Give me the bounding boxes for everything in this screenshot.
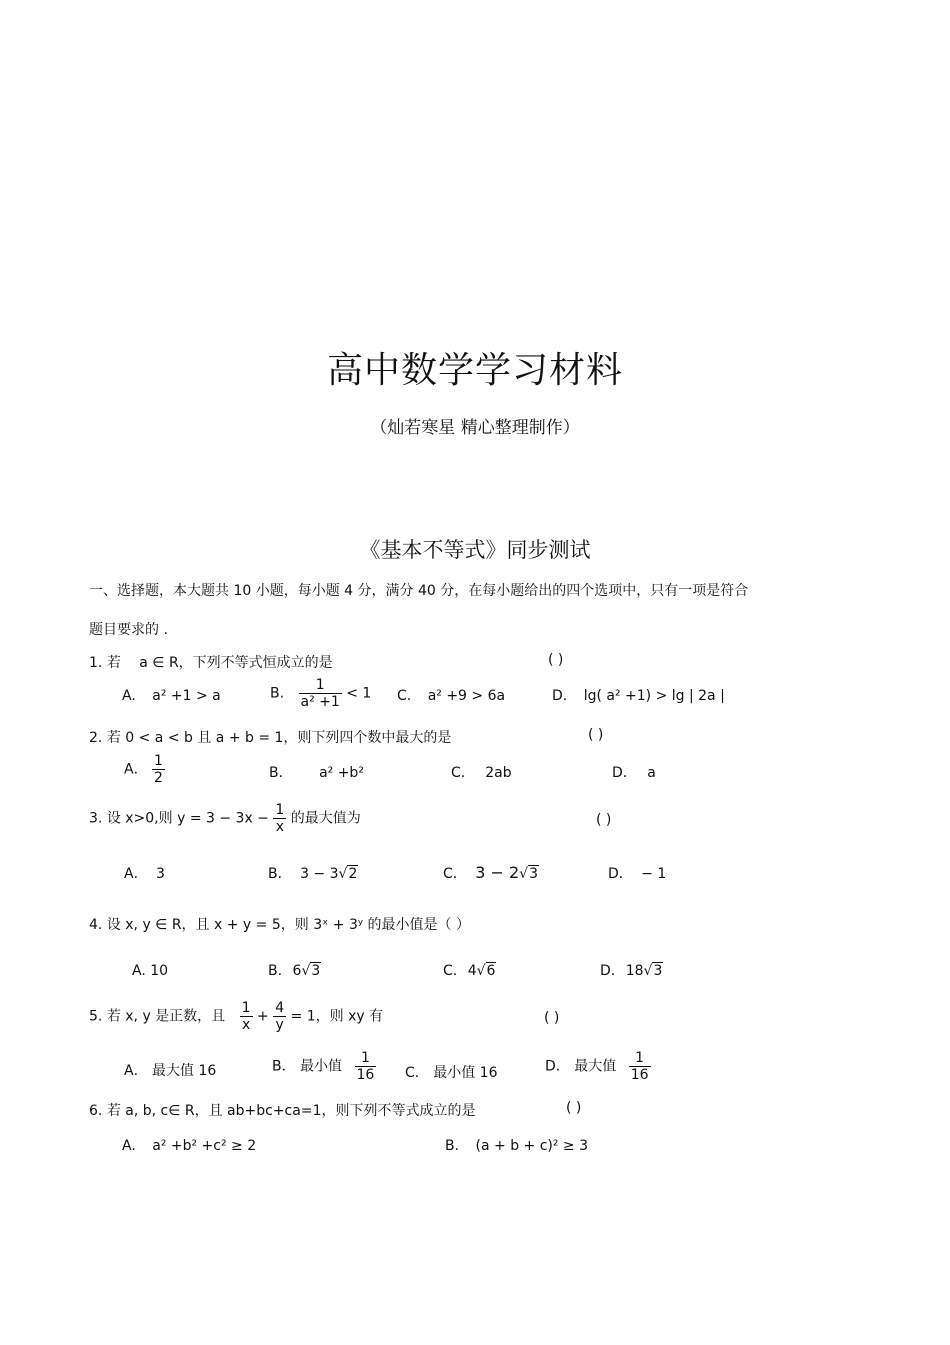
question-6-stem — [89, 1100, 475, 1120]
denominator: x — [241, 1017, 251, 1034]
numerator: 1 — [299, 677, 342, 694]
fraction — [629, 1050, 651, 1083]
option-b — [270, 677, 371, 710]
sqrt: √6 — [476, 963, 496, 979]
question-text-a: 设 x>0,则 y = 3 − 3x − — [106, 810, 269, 827]
question-3-stem — [89, 802, 361, 835]
option-label: A. — [122, 1138, 136, 1154]
option-text: 最大值 — [574, 1058, 617, 1075]
denominator: 16 — [356, 1067, 375, 1084]
option-text: a² +b² +c² ≥ 2 — [152, 1138, 257, 1154]
option-text: 6 — [292, 963, 302, 979]
option-label: C． — [405, 1065, 429, 1081]
answer-paren: ( ) — [566, 1100, 582, 1116]
option-label: C． — [451, 765, 475, 781]
answer-paren: ( ) — [544, 1010, 560, 1026]
option-b — [268, 963, 321, 979]
option-text: 3 − 2 — [475, 863, 520, 882]
option-a — [124, 863, 165, 883]
option-text: 10 — [150, 963, 169, 979]
document-subtitle: （灿若寒星 精心整理制作） — [370, 418, 580, 438]
question-text-b: 的最大值为 — [290, 810, 361, 827]
question-text: 若 a, b, c∈ R，且 ab+bc+ca=1，则下列不等式成立的是 — [106, 1103, 476, 1119]
question-number: 5. — [89, 1008, 103, 1025]
option-label: A． — [124, 866, 148, 882]
denominator: x — [275, 819, 284, 836]
question-text-b: = 1，则 xy 有 — [290, 1008, 384, 1025]
numerator: 4 — [275, 1000, 285, 1016]
option-label: C． — [443, 866, 467, 882]
option-a — [122, 1138, 256, 1154]
section-intro-line2: 题目要求的 . — [89, 622, 168, 638]
sqrt: √3 — [519, 866, 539, 882]
fraction — [273, 802, 286, 835]
question-number: 3. — [89, 810, 103, 827]
option-text: 3 — [156, 866, 165, 882]
option-text: 最小值 16 — [433, 1065, 498, 1081]
option-label: A. — [132, 963, 146, 979]
question-number: 4. — [89, 917, 103, 933]
option-d — [608, 863, 666, 883]
option-label: D. — [552, 688, 568, 704]
question-text: 设 x, y ∈ R，且 x + y = 5，则 3ˣ + 3ʸ 的最小值是（ ） — [106, 917, 470, 933]
numerator: 1 — [154, 753, 163, 769]
option-label: C. — [397, 688, 412, 704]
plus-sign: + — [257, 1008, 269, 1025]
option-c — [405, 1062, 498, 1082]
numerator: 1 — [629, 1050, 651, 1067]
option-text: − 1 — [641, 866, 667, 882]
denominator: a² +1 — [300, 694, 340, 711]
option-text: a² +9 > 6a — [427, 688, 506, 704]
question-text-a: 若 — [106, 655, 121, 671]
option-label: B． — [269, 765, 293, 781]
option-label: D． — [612, 765, 637, 781]
option-label: A． — [124, 761, 148, 778]
radicand: 2 — [348, 866, 358, 882]
option-label: B. — [270, 685, 285, 702]
option-c — [443, 863, 539, 883]
option-label: C. — [443, 963, 458, 979]
option-a — [132, 963, 168, 979]
fraction — [299, 677, 342, 710]
option-text: a² +1 > a — [152, 688, 221, 704]
question-5-stem — [89, 1000, 383, 1033]
numerator: 1 — [275, 802, 285, 818]
question-number: 2. — [89, 730, 103, 746]
question-number: 1. — [89, 655, 103, 671]
answer-paren: ( ) — [548, 652, 564, 668]
option-label: D. — [600, 963, 616, 979]
numerator: 1 — [355, 1050, 377, 1067]
document-title: 高中数学学习材料 — [326, 350, 623, 391]
option-text: (a + b + c)² ≥ 3 — [475, 1138, 589, 1154]
option-label: B. — [268, 963, 283, 979]
option-d — [612, 762, 656, 782]
option-text: lg( a² +1) > lg | 2a | — [583, 688, 725, 704]
option-label: A. — [122, 688, 136, 704]
sqrt: √2 — [338, 866, 358, 882]
radicand: 3 — [653, 963, 663, 979]
denominator: 16 — [630, 1067, 649, 1084]
option-a — [122, 688, 221, 704]
radicand: 3 — [529, 866, 539, 882]
radicand: 3 — [311, 963, 321, 979]
option-text: 最小值 — [300, 1058, 343, 1075]
option-label: B． — [268, 866, 292, 882]
option-label: A． — [124, 1063, 148, 1079]
option-b — [272, 1050, 376, 1083]
fraction — [273, 1000, 286, 1033]
option-b — [268, 863, 358, 883]
option-label: D． — [545, 1058, 570, 1075]
option-d — [600, 963, 663, 979]
option-label: B. — [445, 1138, 460, 1154]
question-text-a: 若 x, y 是正数，且 — [106, 1008, 226, 1025]
question-2-stem — [89, 727, 451, 747]
option-text: 18 — [625, 963, 644, 979]
option-label: D． — [608, 866, 633, 882]
option-text: 3 − 3 — [300, 866, 339, 882]
question-text: 若 0 < a < b 且 a + b = 1，则下列四个数中最大的是 — [106, 730, 452, 746]
option-d — [552, 688, 725, 704]
option-c — [397, 688, 505, 704]
fraction — [355, 1050, 377, 1083]
section-intro-line1: 一、选择题，本大题共 10 小题，每小题 4 分，满分 40 分，在每小题给出的四个选项中，只有一项是符合 — [89, 583, 749, 599]
option-text: 4 — [467, 963, 477, 979]
sqrt: √3 — [643, 963, 663, 979]
denominator: 2 — [154, 770, 163, 787]
question-number: 6. — [89, 1103, 103, 1119]
sqrt: √3 — [301, 963, 321, 979]
option-a — [124, 753, 165, 786]
option-text: a² +b² — [319, 765, 364, 781]
question-1-stem — [89, 652, 333, 672]
question-text-b: a ∈ R，下列不等式恒成立的是 — [139, 655, 333, 671]
answer-paren: ( ) — [588, 727, 604, 743]
fraction — [240, 1000, 253, 1033]
option-text: < 1 — [346, 685, 372, 702]
question-4-stem — [89, 914, 470, 934]
option-a — [124, 1060, 216, 1080]
option-b — [269, 762, 364, 782]
option-label: B． — [272, 1058, 296, 1075]
option-text: a — [647, 765, 656, 781]
option-c — [451, 762, 512, 782]
option-d — [545, 1050, 651, 1083]
fraction — [152, 753, 165, 786]
radicand: 6 — [486, 963, 496, 979]
option-c — [443, 963, 496, 979]
option-b — [445, 1138, 588, 1154]
numerator: 1 — [241, 1000, 251, 1016]
option-text: 2ab — [485, 765, 512, 781]
test-title: 《基本不等式》同步测试 — [359, 538, 591, 562]
option-text: 最大值 16 — [152, 1063, 217, 1079]
answer-paren: ( ) — [596, 812, 612, 828]
denominator: y — [275, 1017, 284, 1034]
